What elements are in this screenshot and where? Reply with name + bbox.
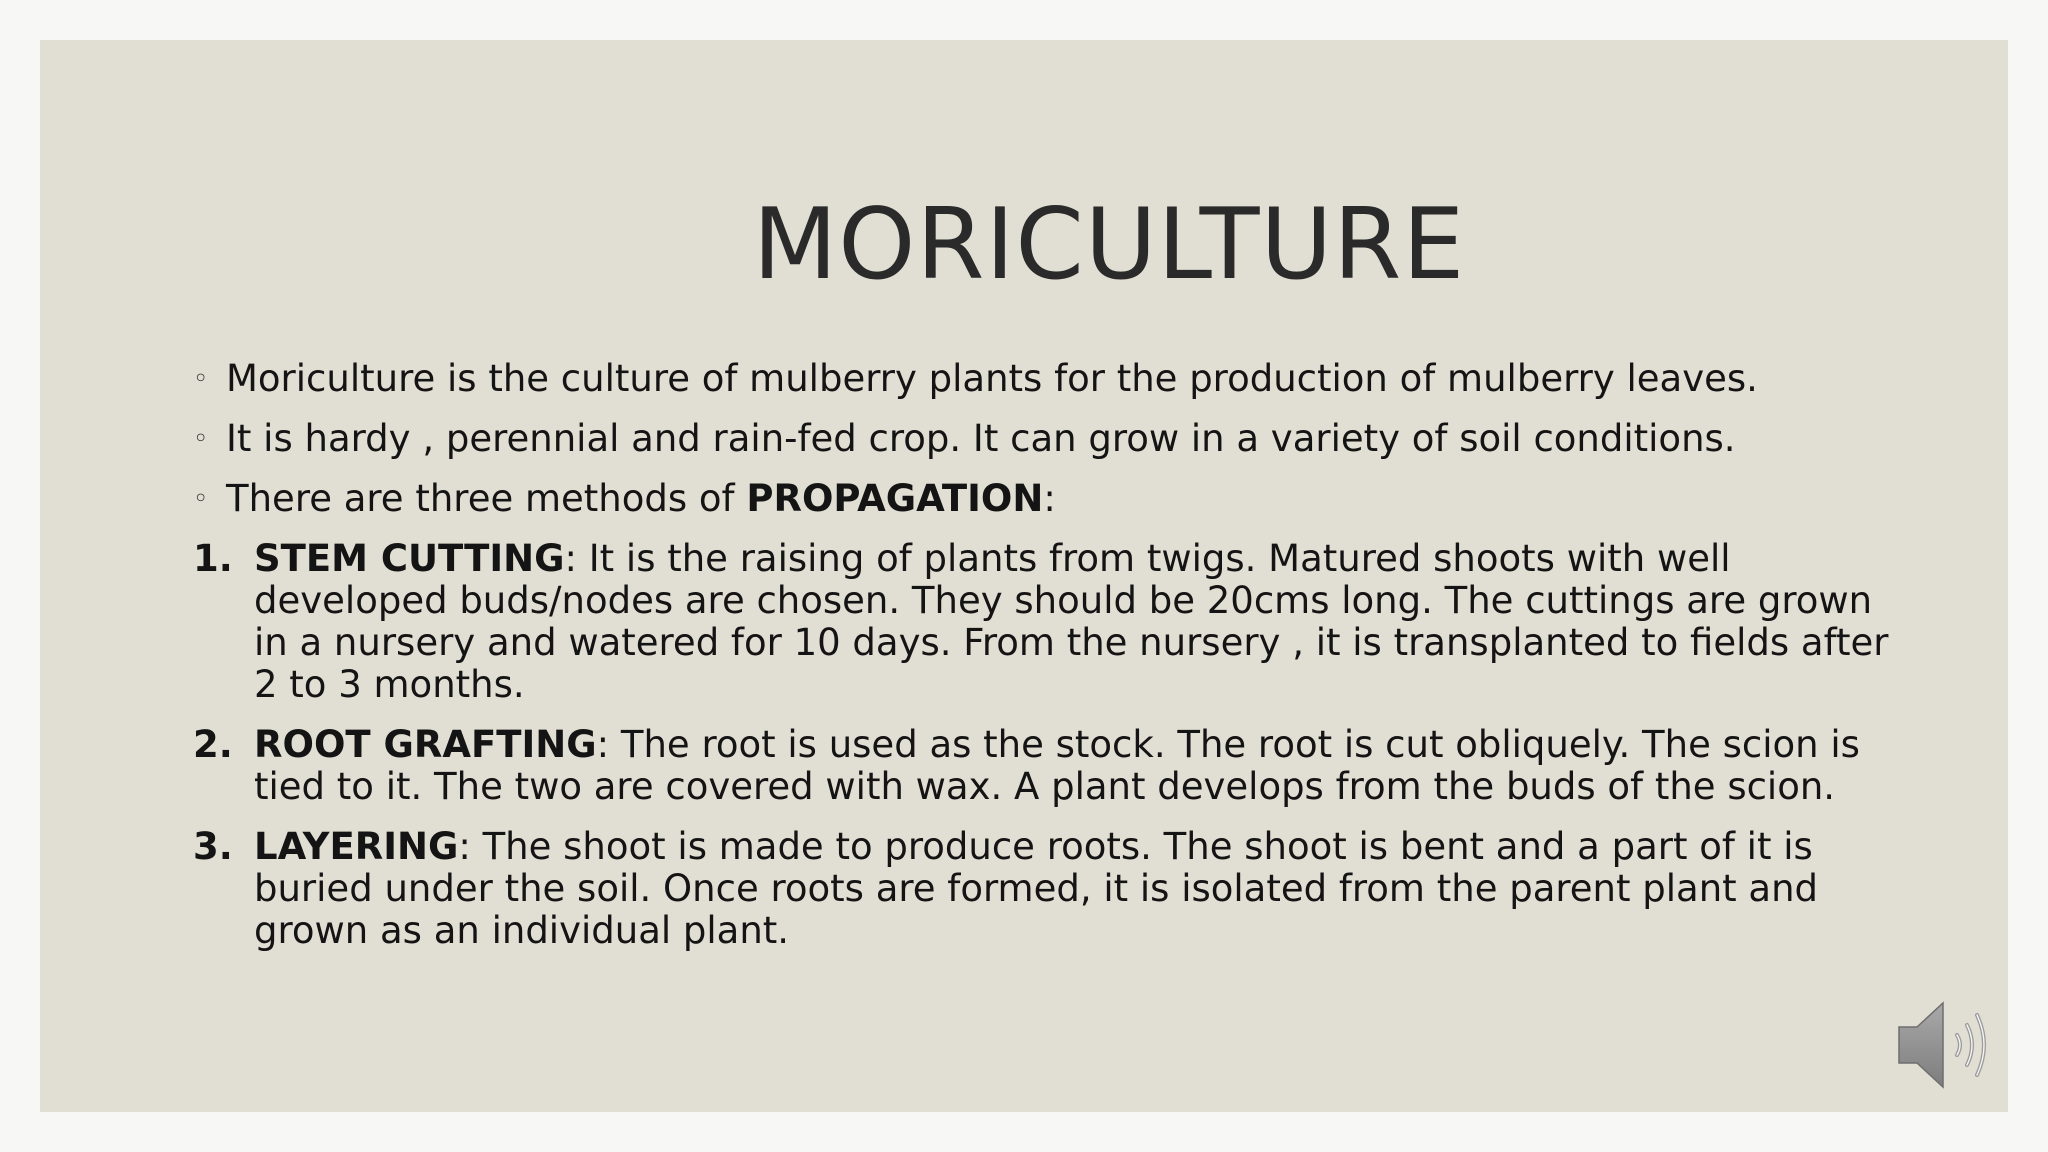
bullet-item <box>193 478 1893 520</box>
method-desc: : The shoot is made to produce roots. The shoot is bent and a part of it is buried under the soil. Once roots are formed, it is isolated from the parent plant and grown as an individual plant. <box>254 825 1819 952</box>
method-item <box>193 826 1893 952</box>
bullet-item <box>193 418 1893 460</box>
method-term: LAYERING <box>254 825 459 868</box>
slide <box>40 40 2008 1112</box>
bullet-marker: ◦ <box>193 484 209 514</box>
method-item <box>193 538 1893 706</box>
method-number: 3. <box>193 825 233 868</box>
method-number: 1. <box>193 537 233 580</box>
bullet-text: Moriculture is the culture of mulberry plants for the production of mulberry leaves. <box>226 357 1758 400</box>
speaker-icon[interactable] <box>1893 995 2003 1095</box>
slide-title: MORICULTURE <box>752 188 1466 302</box>
slide-body <box>193 358 1893 970</box>
bullet-marker: ◦ <box>193 424 209 454</box>
bullet-text-bold: PROPAGATION <box>746 477 1044 520</box>
bullet-text: It is hardy , perennial and rain-fed crop. It can grow in a variety of soil conditions. <box>226 417 1736 460</box>
bullet-item <box>193 358 1893 400</box>
bullet-text-prefix: There are three methods of <box>226 477 747 520</box>
method-item <box>193 724 1893 808</box>
method-desc: : The root is used as the stock. The root is cut obliquely. The scion is tied to it. The two are covered with wax. A plant develops from the buds of the scion. <box>254 723 1860 808</box>
bullet-marker: ◦ <box>193 364 209 394</box>
method-number: 2. <box>193 723 233 766</box>
method-term: ROOT GRAFTING <box>254 723 597 766</box>
method-desc: : It is the raising of plants from twigs. Matured shoots with well developed buds/nodes are chosen. They should be 20cms long. The cuttings are grown in a nursery and watered for 10 days. From the nursery , it is transplanted to fields after 2 to 3 months. <box>254 537 1889 706</box>
method-term: STEM CUTTING <box>254 537 565 580</box>
bullet-text-suffix: : <box>1043 477 1056 520</box>
